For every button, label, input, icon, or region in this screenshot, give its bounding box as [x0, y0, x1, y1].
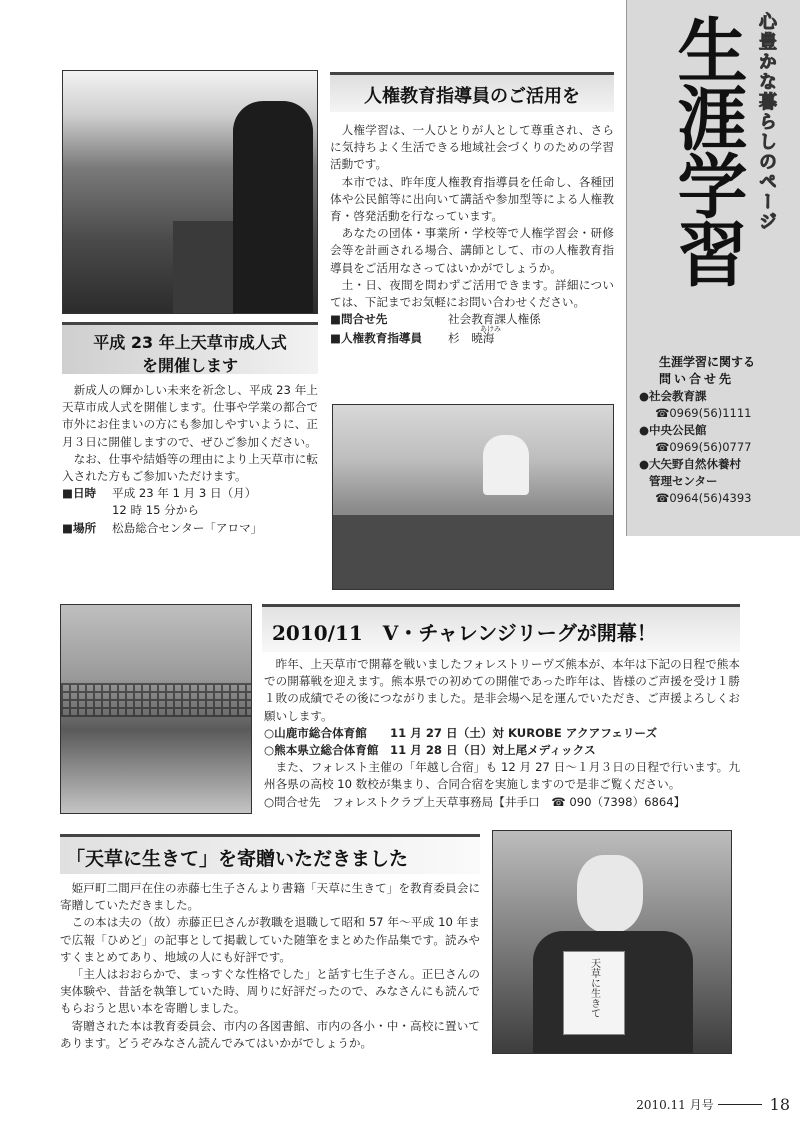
ceremony-heading [62, 322, 318, 374]
ceremony-place-row [62, 520, 318, 537]
contact-2-name: ●中央公民館 [639, 423, 707, 437]
ceremony-paragraph-1: 新成人の輝かしい未来を祈念し、平成 23 年上天草市成人式を開催します。仕事や学業の都合で市外にお住まいの方にも参加しやすいように、正月３日に開催しますので、ぜひご参加ください。 [62, 383, 318, 449]
rights-contact-value: 社会教育課人権係 [448, 312, 541, 327]
contact-heading-2: 問い合せ先 [659, 372, 735, 386]
ceremony-title-line1: 平成 23 年上天草市成人式 [93, 333, 287, 352]
sidebar-title: 生涯学習 [666, 14, 748, 286]
volley-paragraph-2: また、フォレスト主催の「年越し合宿」も 12 月 27 日～１月３日の日程で行います。九州各県の高校 10 数校が集まり、合同合宿を実施しますので是非ご覧ください。 [264, 760, 740, 792]
sidebar [626, 0, 800, 536]
ceremony-body [62, 382, 318, 537]
rights-paragraph-4: 土・日、夜間を問わずご活用できます。詳細については、下記までお気軽にお問い合わせください。 [330, 277, 614, 310]
rights-paragraph-3: あなたの団体・事業所・学校等で人権学習会・研修会等を計画される場合、講師として、市の人権教育指導員をご活用なさってはいかがでしょうか。 [330, 226, 614, 275]
footer-issue: 2010.11 月号 [636, 1097, 714, 1112]
ceremony-date-row [62, 485, 318, 502]
contact-1-tel: ☎0969(56)1111 [655, 406, 752, 420]
ceremony-time-row [62, 502, 318, 519]
rights-photo [332, 404, 614, 590]
volley-contact: ○問合せ先 フォレストクラブ上天草事務局【井手口 ☎ 090（7398）6864】 [264, 794, 686, 809]
rights-title: 人権教育指導員のご活用を [364, 86, 580, 107]
place-value: 松島総合センター「アロマ」 [112, 520, 263, 535]
contact-2-tel: ☎0969(56)0777 [655, 440, 752, 454]
donation-paragraph-4: 寄贈された本は教育委員会、市内の各図書館、市内の各小・中・高校に置いてあります。どうぞみなさん読んでみてはいかがでしょうか。 [60, 1018, 480, 1050]
volley-game-2: ○熊本県立総合体育館 11 月 28 日（日）対上尾メディックス [264, 743, 596, 758]
rights-paragraph-2: 本市では、昨年度人権教育指導員を任命し、各種団体や公民館等に出向いて講話や参加型等による人権教育・啓発活動を行なっています。 [330, 174, 614, 224]
contact-3-tel: ☎0964(56)4393 [655, 491, 752, 505]
volley-heading [262, 604, 740, 652]
donation-heading [60, 834, 480, 874]
donation-paragraph-2: この本は夫の（故）赤藤正巳さんが教職を退職して昭和 57 年～平成 10 年まで広報「ひめど」の記事として掲載していた随筆をまとめた作品集です。読みやすくまとめてあり、地域の人にも好評です。 [60, 915, 480, 964]
place-label: ■場所 [62, 520, 97, 535]
contact-3-name2: 管理センター [649, 474, 718, 488]
volley-title: 2010/11 V・チャレンジリーグが開幕！ [272, 621, 657, 645]
volley-game-1: ○山鹿市総合体育館 11 月 27 日（土）対 KUROBE アクアフェリーズ [264, 725, 658, 740]
contact-1-name: ●社会教育課 [639, 389, 707, 403]
rights-paragraph-1: 人権学習は、一人ひとりが人として尊重され、さらに気持ちよく生活できる地域社会づくりのための学習活動です。 [330, 123, 614, 172]
volley-paragraph-1: 昨年、上天草市で開幕を戦いましたフォレストリーヴズ熊本が、本年は下記の日程で熊本での開幕戦を迎えます。熊本県での初めての開催であった昨年は、皆様のご声援を受け１勝１敗の成績でその後につながりました。是非会場へ足を運んでいただき、ご声援よろしくお願いします。 [264, 657, 740, 723]
rights-instructor-name: 杉 曉海 [448, 331, 495, 346]
page-number: 18 [769, 1094, 790, 1114]
footer [590, 1092, 790, 1116]
date-label: ■日時 [62, 486, 97, 501]
donation-photo [492, 830, 732, 1054]
rights-contact-label: ■問合せ先 [330, 312, 388, 327]
rights-instructor-row [330, 325, 614, 347]
footer-rule [718, 1104, 762, 1105]
time-value: 12 時 15 分から [112, 503, 199, 518]
rights-instructor-label: ■人権教育指導員 [330, 331, 423, 346]
volleyball-photo [60, 604, 252, 814]
donation-paragraph-3: 「主人はおおらかで、まっすぐな性格でした」と話す七生子さん。正巳さんの実体験や、昔話を執筆していた時、周りに好評だったので、みなさんにも読んでもらおうと思い本を寄贈しました。 [60, 967, 480, 1016]
ceremony-title-line2: を開催します [141, 356, 238, 375]
rights-body [330, 122, 614, 348]
rights-heading [330, 72, 614, 112]
volley-body [264, 656, 740, 811]
donation-book [563, 951, 625, 1035]
date-value: 平成 23 年 1 月 3 日（月） [112, 486, 257, 501]
sidebar-contact [639, 354, 799, 507]
rights-instructor-ruby: あけみ [480, 325, 501, 334]
donation-title: 「天草に生きて」を寄贈いただきました [66, 848, 409, 870]
sidebar-subtitle: 心豊かな暮らしのページ [756, 12, 777, 232]
book-title: 天草に生きて [588, 958, 600, 1018]
rights-contact-row [330, 311, 614, 328]
ceremony-photo [62, 70, 318, 314]
ceremony-paragraph-2: なお、仕事や結婚等の理由により上天草市に転入された方もご参加いただけます。 [62, 451, 318, 484]
contact-3-name: ●大矢野自然休養村 [639, 457, 742, 471]
contact-heading-1: 生涯学習に関する [659, 355, 756, 369]
donation-body [60, 880, 480, 1052]
donation-paragraph-1: 姫戸町二間戸在住の赤藤七生子さんより書籍「天草に生きて」を教育委員会に寄贈していただきました。 [60, 881, 480, 913]
